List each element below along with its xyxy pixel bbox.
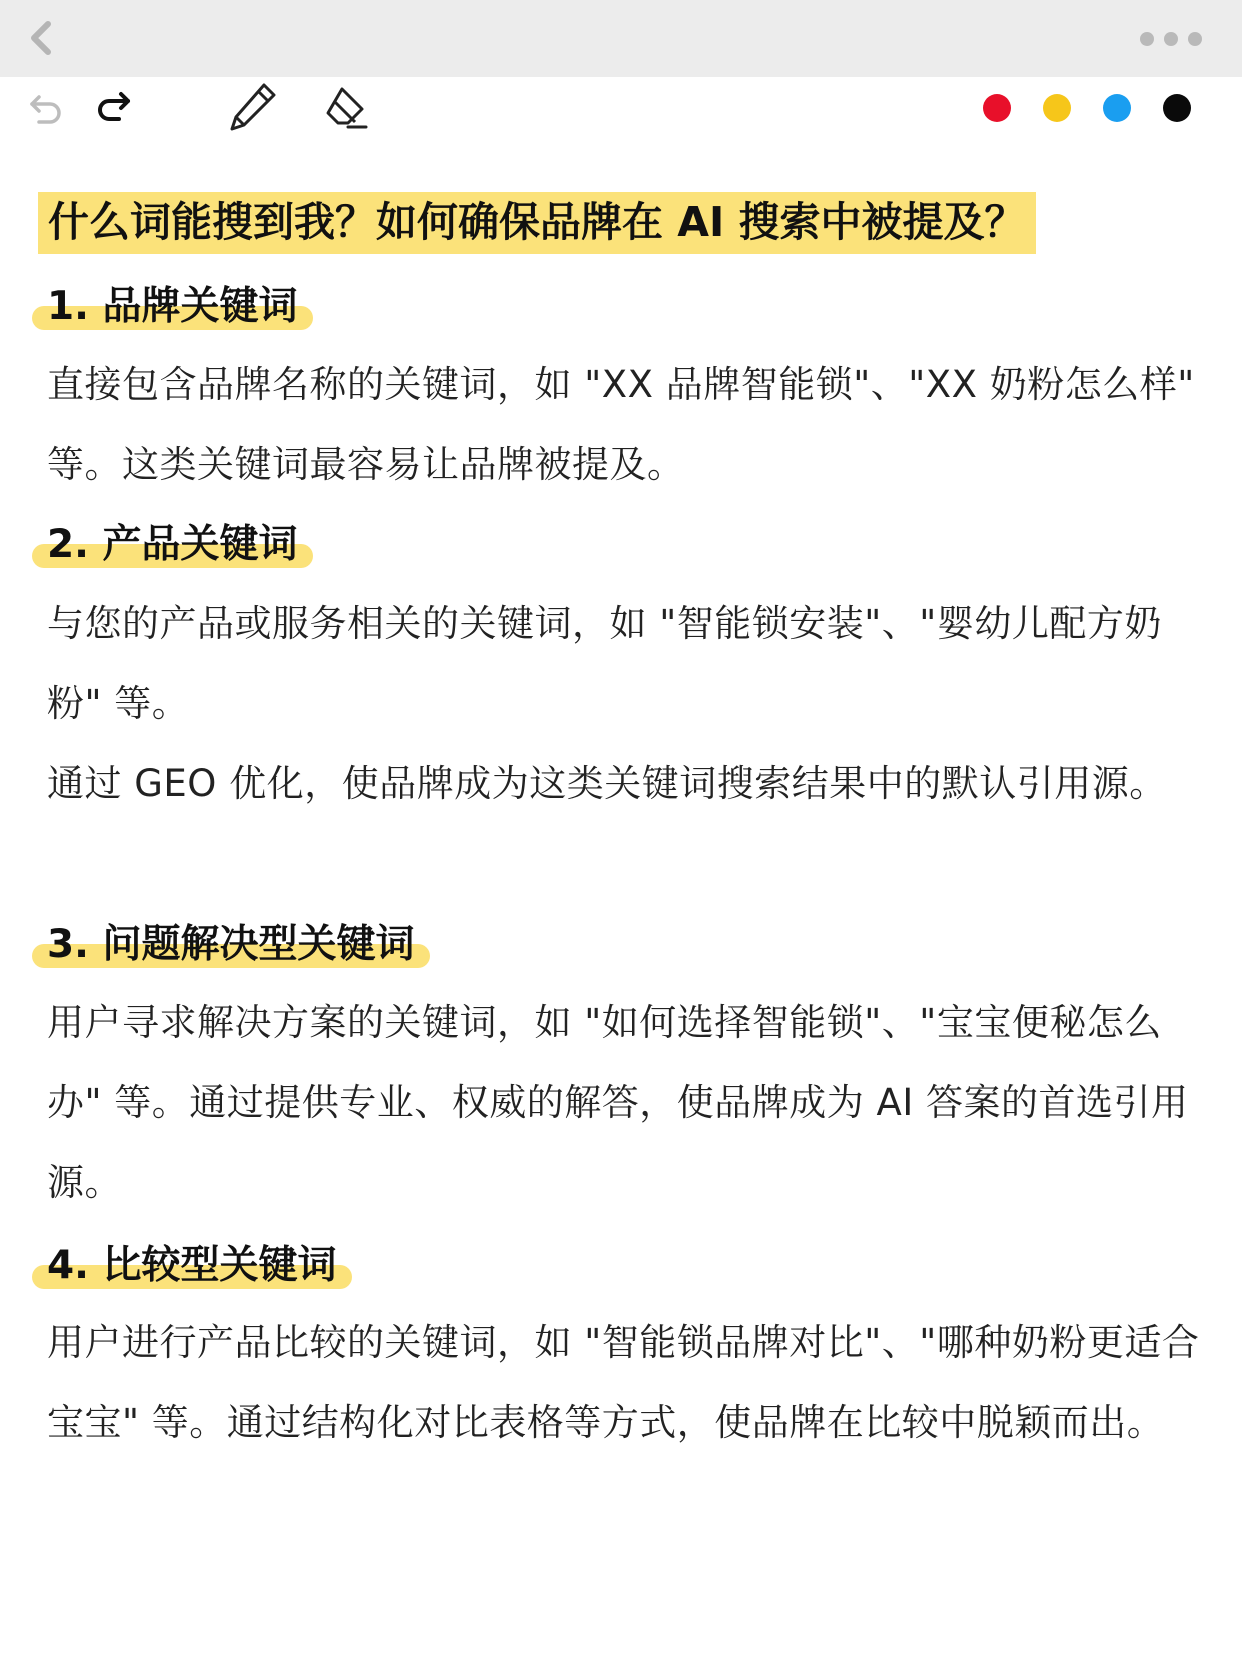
section-heading	[47, 1241, 337, 1291]
redo-icon[interactable]	[93, 88, 133, 128]
section-heading	[47, 282, 298, 332]
undo-icon[interactable]	[27, 88, 67, 128]
paragraph: 直接包含品牌名称的关键词，如 "XX 品牌智能锁"、"XX 奶粉怎么样" 等。这类关键词最容易让品牌被提及。	[47, 363, 1195, 486]
section-heading	[47, 520, 298, 570]
paragraph: 通过 GEO 优化，使品牌成为这类关键词搜索结果中的默认引用源。	[47, 762, 1167, 805]
color-blue-swatch[interactable]	[1103, 94, 1131, 122]
more-dot	[1188, 32, 1202, 46]
heading-text: 3. 问题解决型关键词	[47, 922, 415, 967]
heading-text: 4. 比较型关键词	[47, 1243, 337, 1288]
page-title: 什么词能搜到我？如何确保品牌在 AI 搜索中被提及？	[38, 192, 1036, 254]
heading-text: 2. 产品关键词	[47, 522, 298, 567]
color-black-swatch[interactable]	[1163, 94, 1191, 122]
heading-text: 1. 品牌关键词	[47, 284, 298, 329]
more-options-icon[interactable]	[1140, 30, 1202, 48]
color-red-swatch[interactable]	[983, 94, 1011, 122]
section-heading	[47, 920, 415, 970]
paragraph: 与您的产品或服务相关的关键词，如 "智能锁安装"、"婴幼儿配方奶粉" 等。	[47, 602, 1162, 725]
eraser-icon[interactable]	[322, 83, 372, 133]
paragraph: 用户寻求解决方案的关键词，如 "如何选择智能锁"、"宝宝便秘怎么办" 等。通过提供专业、权威的解答，使品牌成为 AI 答案的首选引用源。	[47, 1001, 1189, 1204]
back-arrow-icon[interactable]	[22, 18, 62, 58]
drawing-toolbar	[0, 77, 1242, 143]
top-bar	[0, 0, 1242, 77]
more-dot	[1164, 32, 1178, 46]
paragraph: 用户进行产品比较的关键词，如 "智能锁品牌对比"、"哪种奶粉更适合宝宝" 等。通过结构化对比表格等方式，使品牌在比较中脱颖而出。	[47, 1321, 1200, 1444]
color-yellow-swatch[interactable]	[1043, 94, 1071, 122]
pencil-icon[interactable]	[228, 81, 278, 133]
more-dot	[1140, 32, 1154, 46]
